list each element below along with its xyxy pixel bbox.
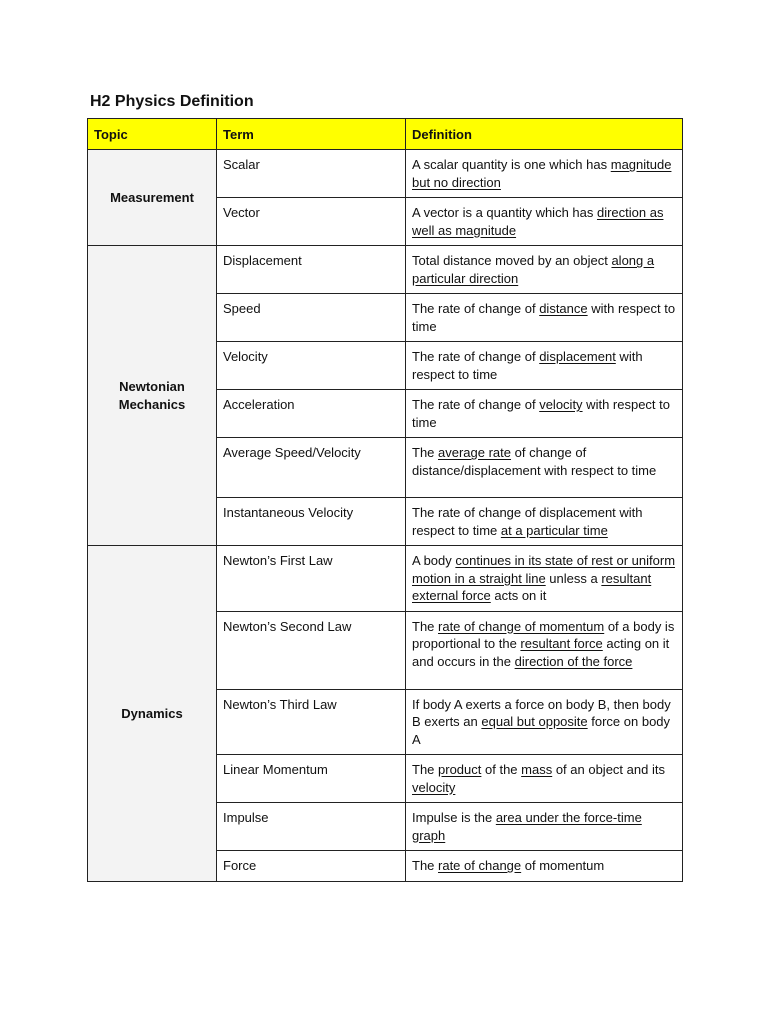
definition-cell — [406, 342, 683, 390]
term-cell: Vector — [217, 198, 406, 246]
definition-text: of change of distance/displacement with respect to time — [412, 445, 657, 478]
term-cell: Impulse — [217, 803, 406, 851]
definition-key-phrase: rate of change of momentum — [438, 618, 605, 634]
definition-cell — [406, 390, 683, 438]
definition-key-phrase: rate of change — [438, 858, 522, 873]
header-row — [88, 119, 683, 150]
definition-text: The rate of change of displacement with respect to time — [412, 505, 643, 538]
definition-text: acting on it and occurs in the — [412, 636, 670, 669]
definition-key-phrase: area under the force-time graph — [412, 810, 642, 843]
definition-text: A scalar quantity is one which has — [412, 157, 611, 172]
definition-cell — [406, 294, 683, 342]
definition-cell — [406, 611, 683, 689]
definition-cell — [406, 851, 683, 882]
definition-text: The — [412, 445, 439, 460]
term-cell: Average Speed/Velocity — [217, 438, 406, 498]
term-cell: Force — [217, 851, 406, 882]
definition-text: of the — [481, 762, 522, 777]
definition-cell — [406, 546, 683, 612]
definition-cell — [406, 755, 683, 803]
definition-key-phrase: product — [438, 762, 482, 777]
definition-key-phrase: velocity — [539, 397, 583, 412]
table-row — [88, 150, 683, 198]
definition-text: of momentum — [521, 858, 605, 873]
definition-text: force on body A — [412, 714, 671, 747]
definition-key-phrase: mass — [521, 762, 553, 777]
definition-text: acts on it — [490, 588, 547, 603]
definition-cell — [406, 150, 683, 198]
definition-key-phrase: direction of the force — [514, 653, 633, 669]
definition-text: of a body is proportional to the — [412, 618, 675, 651]
definition-key-phrase: resultant force — [520, 636, 603, 651]
definition-text: The — [412, 858, 439, 873]
definition-key-phrase: direction as well as magnitude — [412, 205, 664, 238]
definition-text: A body — [412, 553, 456, 568]
definition-cell — [406, 803, 683, 851]
definition-text: If body A exerts a force on body B, then body B exerts an — [412, 696, 671, 729]
definition-key-phrase: distance — [539, 301, 588, 316]
header-topic: Topic — [88, 119, 217, 150]
topic-cell: Newtonian Mechanics — [88, 246, 217, 546]
definition-key-phrase: displacement — [539, 349, 616, 364]
definition-cell — [406, 689, 683, 755]
table-body — [88, 150, 683, 882]
definition-key-phrase: average rate — [438, 445, 512, 460]
definition-key-phrase: at a particular time — [500, 522, 608, 538]
term-cell: Newton’s Second Law — [217, 611, 406, 689]
definition-text: of an object and its — [552, 762, 665, 777]
topic-cell: Measurement — [88, 150, 217, 246]
definition-text: A vector is a quantity which has — [412, 205, 597, 220]
definition-text: unless a — [545, 570, 602, 586]
term-cell: Newton’s First Law — [217, 546, 406, 612]
term-cell: Displacement — [217, 246, 406, 294]
definition-text: The rate of change of — [412, 301, 540, 316]
term-cell: Acceleration — [217, 390, 406, 438]
definition-key-phrase: magnitude but no direction — [412, 157, 672, 190]
definition-key-phrase: resultant external force — [412, 570, 652, 603]
definition-key-phrase: continues in its state of rest or uniform motion in a straight line — [412, 553, 676, 586]
definition-cell — [406, 498, 683, 546]
term-cell: Newton’s Third Law — [217, 689, 406, 755]
definition-text: with respect to time — [412, 349, 643, 382]
definition-text: with respect to time — [412, 301, 676, 334]
definition-text: The — [412, 618, 439, 634]
table-row — [88, 546, 683, 612]
topic-cell: Dynamics — [88, 546, 217, 882]
definition-text: with respect to time — [412, 397, 670, 430]
definition-key-phrase: equal but opposite — [481, 714, 588, 729]
term-cell: Speed — [217, 294, 406, 342]
term-cell: Scalar — [217, 150, 406, 198]
definition-key-phrase: along a particular direction — [412, 253, 655, 286]
definition-text: Total distance moved by an object — [412, 253, 612, 268]
term-cell: Velocity — [217, 342, 406, 390]
term-cell: Linear Momentum — [217, 755, 406, 803]
term-cell: Instantaneous Velocity — [217, 498, 406, 546]
definition-text: The — [412, 762, 439, 777]
definition-cell — [406, 198, 683, 246]
document-title: H2 Physics Definition — [90, 93, 254, 110]
header-definition: Definition — [406, 119, 683, 150]
definition-text: Impulse is the — [412, 810, 496, 825]
definition-cell — [406, 438, 683, 498]
header-term: Term — [217, 119, 406, 150]
definition-cell — [406, 246, 683, 294]
definition-key-phrase: velocity — [412, 779, 456, 795]
definitions-table — [87, 118, 683, 882]
definition-text: The rate of change of — [412, 397, 540, 412]
definition-text: The rate of change of — [412, 349, 540, 364]
table-row — [88, 246, 683, 294]
